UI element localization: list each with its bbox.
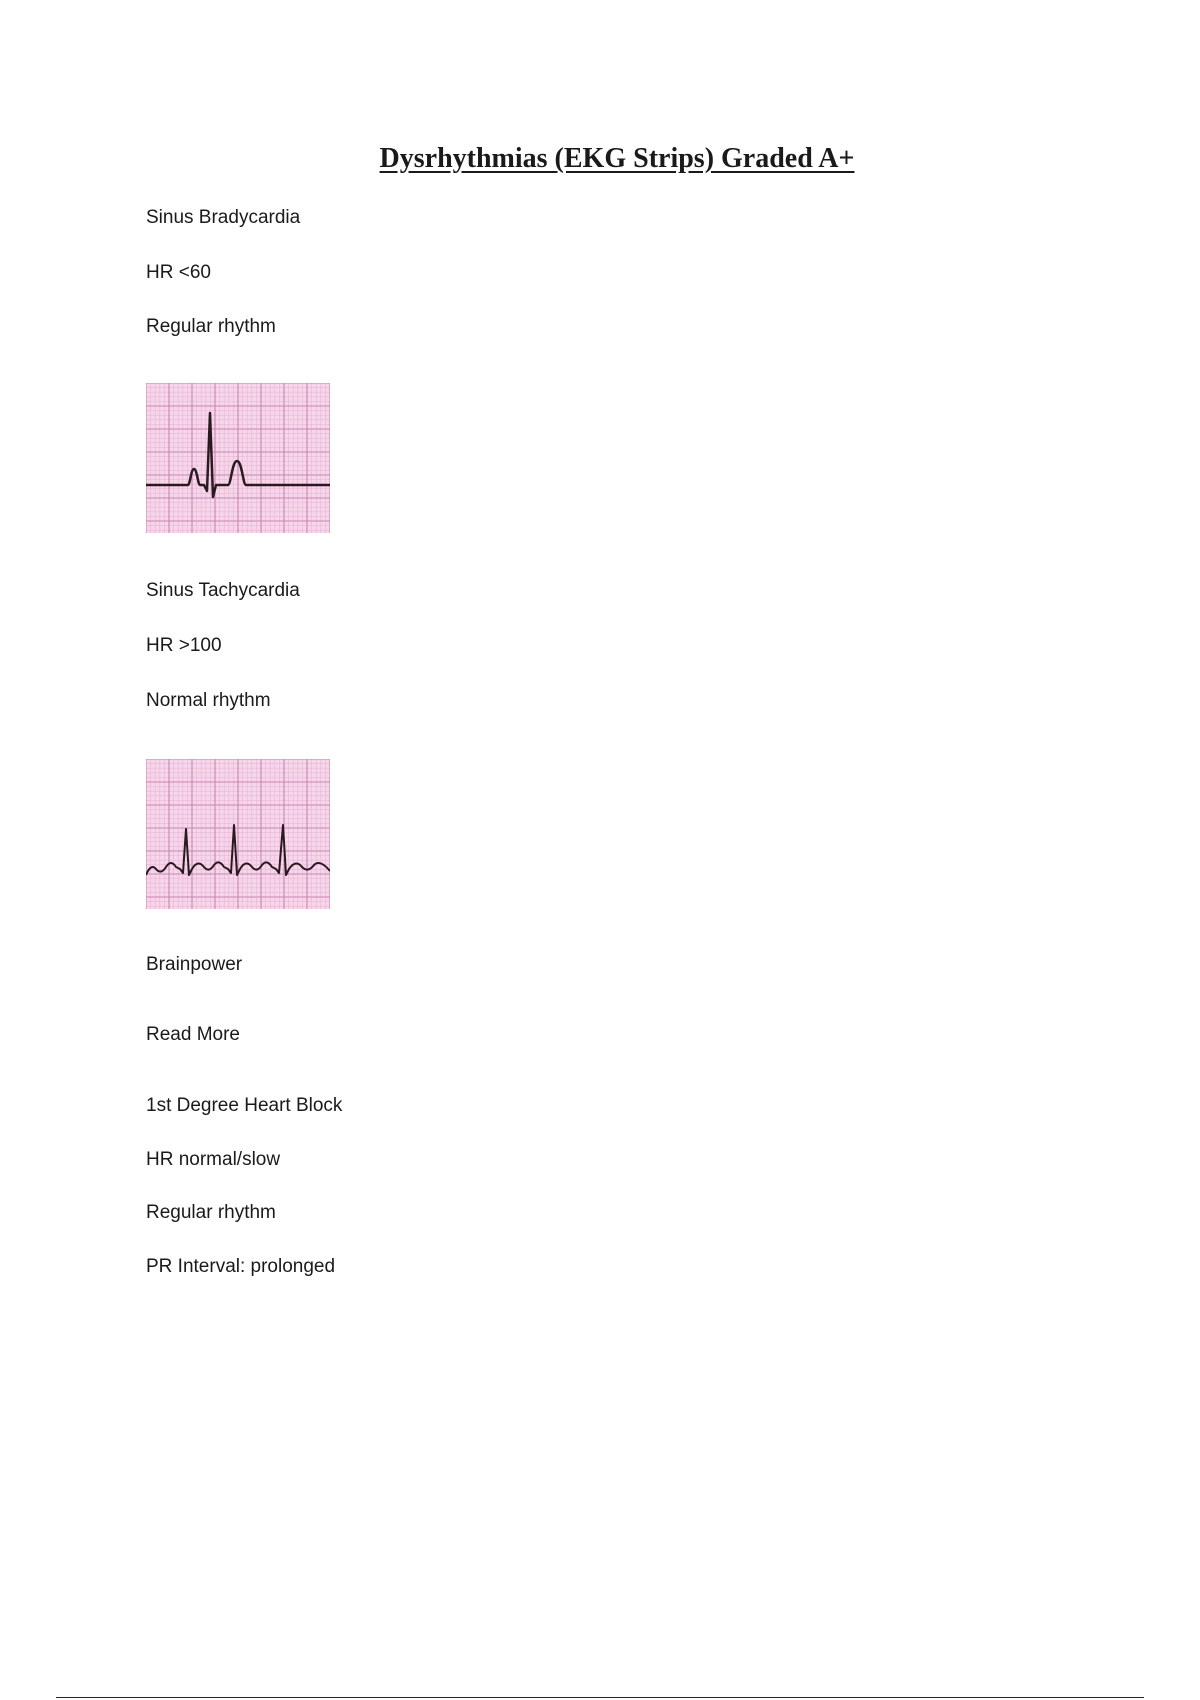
heading-sinus-bradycardia: Sinus Bradycardia [146,207,301,228]
first-degree-hr: HR normal/slow [146,1149,281,1170]
sinus-tachycardia-rhythm: Normal rhythm [146,690,271,711]
brainpower-label: Brainpower [146,954,243,975]
heading-sinus-tachycardia: Sinus Tachycardia [146,580,300,601]
sinus-bradycardia-hr: HR <60 [146,262,211,283]
sinus-bradycardia-rhythm: Regular rhythm [146,316,276,337]
ekg-strip-sinus-bradycardia [146,383,330,533]
footer-divider [56,1697,1144,1698]
heading-first-degree-heart-block: 1st Degree Heart Block [146,1095,343,1116]
read-more-link[interactable]: Read More [146,1024,240,1045]
first-degree-rhythm: Regular rhythm [146,1202,276,1223]
sinus-tachycardia-hr: HR >100 [146,635,222,656]
document-title: Dysrhythmias (EKG Strips) Graded A+ [379,143,855,174]
first-degree-pr-interval: PR Interval: prolonged [146,1256,336,1277]
ekg-strip-sinus-tachycardia [146,759,330,909]
